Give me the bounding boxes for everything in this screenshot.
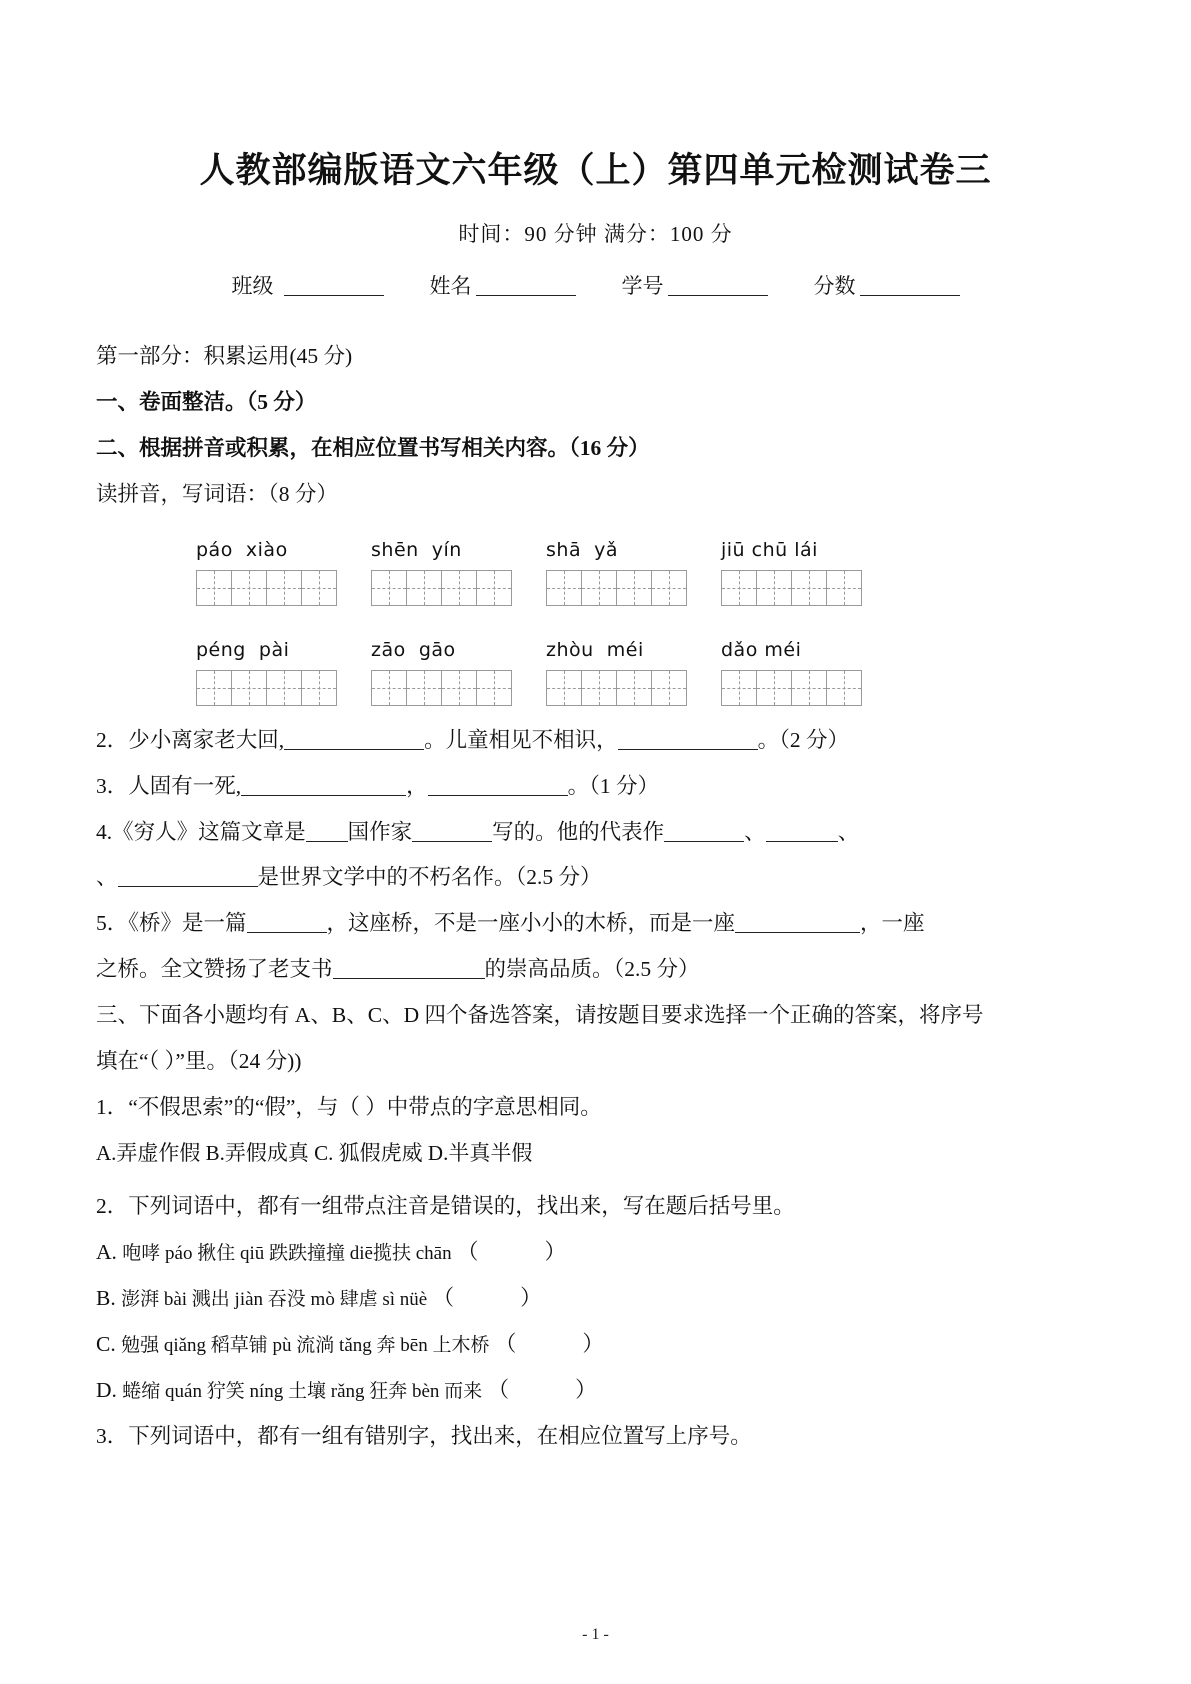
field-class (232, 270, 384, 300)
tianzige-cell[interactable] (791, 670, 827, 706)
q3-blank-1[interactable] (241, 778, 406, 796)
field-class-label: 班级 (231, 274, 274, 298)
pinyin-label: shā yǎ (546, 538, 619, 561)
answer-paren[interactable]: （ ） (494, 1331, 604, 1356)
page-footer: - 1 - (582, 1626, 609, 1643)
pinyin-row-1 (96, 532, 1095, 606)
pinyin-label: shēn yín (371, 538, 462, 561)
q1-prompt: 读拼音，写词语：（8 分） (96, 481, 338, 506)
tianzige-cell[interactable] (231, 570, 267, 606)
question-2 (96, 720, 1095, 762)
grid-spacer (96, 606, 1095, 632)
tianzige-cell[interactable] (826, 570, 862, 606)
q2-text-b: 。儿童相见不相识， (424, 727, 618, 752)
q2-blank-1[interactable] (284, 732, 424, 750)
q3-text-a: 3．人固有一死, (96, 773, 242, 798)
tianzige-cell[interactable] (476, 670, 512, 706)
page-title: 人教部编版语文六年级（上）第四单元检测试卷三 (199, 151, 992, 190)
tianzige-cell[interactable] (196, 570, 232, 606)
q4-text-b: 国作家 (347, 819, 413, 844)
tianzige-cell[interactable] (231, 670, 267, 706)
tianzige-cell[interactable] (721, 670, 757, 706)
tianzige-grid[interactable] (546, 570, 721, 606)
tianzige-cell[interactable] (651, 670, 687, 706)
option-text: 蜷缩 quán 狞笑 níng 土壤 rǎng 狂奔 bèn 而来 (122, 1380, 483, 1402)
q4-text-c: 写的。他的代表作 (492, 819, 665, 844)
tianzige-cell[interactable] (266, 670, 302, 706)
student-info-row (96, 270, 1095, 300)
q2-text-c: 。（2 分） (757, 727, 850, 752)
tianzige-grid[interactable] (721, 670, 896, 706)
pinyin-label: jiū chū lái (721, 538, 818, 561)
pinyin-label: péng pài (196, 638, 290, 661)
q5-text-e: 的崇高品质。（2.5 分） (484, 957, 700, 982)
q4-blank-4[interactable] (766, 824, 838, 842)
q2-blank-2[interactable] (618, 732, 758, 750)
question-4 (96, 812, 1095, 854)
section-one-title: 一、卷面整洁。（5 分） (96, 389, 317, 414)
q4-text-g: 是世界文学中的不朽名作。（2.5 分） (257, 865, 602, 890)
option-letter: B. (96, 1285, 116, 1310)
tianzige-grid[interactable] (371, 670, 546, 706)
tianzige-cell[interactable] (756, 670, 792, 706)
answer-paren[interactable]: （ ） (487, 1377, 597, 1402)
tianzige-cell[interactable] (546, 670, 582, 706)
tianzige-cell[interactable] (616, 670, 652, 706)
pinyin-item (196, 532, 371, 606)
tianzige-cell[interactable] (406, 570, 442, 606)
section-two-title: 二、根据拼音或积累，在相应位置书写相关内容。（16 分） (96, 435, 650, 460)
tianzige-cell[interactable] (721, 570, 757, 606)
choice-q2-stem: 2．下列词语中，都有一组带点注音是错误的，找出来，写在题后括号里。 (96, 1193, 795, 1218)
exam-meta: 时间：90 分钟 满分：100 分 (458, 222, 733, 246)
answer-paren[interactable]: （ ） (432, 1285, 542, 1310)
q3-text-c: 。（1 分） (567, 773, 660, 798)
tianzige-cell[interactable] (616, 570, 652, 606)
choice-q1-options[interactable]: A.弄虚作假 B.弄假成真 C. 狐假虎威 D.半真半假 (96, 1140, 533, 1165)
option-text: 咆哮 páo 揪住 qiū 跌跌撞撞 diē揽扶 chān (122, 1242, 452, 1264)
q4-text-f: 、 (96, 865, 118, 890)
q4-blank-5[interactable] (118, 869, 258, 887)
choice-q2-option-d[interactable] (96, 1370, 1095, 1412)
q5-text-c: ，一座 (860, 911, 925, 936)
q5-text-a: 5．《桥》是一篇 (96, 911, 247, 936)
q5-blank-3[interactable] (333, 961, 485, 979)
tianzige-cell[interactable] (196, 670, 232, 706)
tianzige-grid[interactable] (721, 570, 896, 606)
choice-q2-option-b[interactable] (96, 1278, 1095, 1320)
tianzige-grid[interactable] (546, 670, 721, 706)
tianzige-cell[interactable] (651, 570, 687, 606)
option-letter: A. (96, 1239, 117, 1264)
pinyin-item (546, 532, 721, 606)
field-student-id-label: 学号 (621, 274, 664, 298)
q4-blank-2[interactable] (412, 824, 492, 842)
q5-text-d: 之桥。全文赞扬了老支书 (96, 957, 333, 982)
tianzige-cell[interactable] (791, 570, 827, 606)
q4-blank-3[interactable] (664, 824, 744, 842)
q2-text-a: 2．少小离家老大回, (96, 727, 285, 752)
pinyin-item (371, 632, 546, 706)
tianzige-cell[interactable] (301, 570, 337, 606)
section-three-title-line1: 三、下面各小题均有 A、B、C、D 四个备选答案，请按题目要求选择一个正确的答案，将序号 (96, 1003, 984, 1028)
field-name-blank[interactable] (476, 277, 576, 296)
choice-q1-stem: 1．“不假思索”的“假”，与（ ）中带点的字意思相同。 (96, 1095, 602, 1120)
pinyin-item (721, 532, 896, 606)
q4-text-e: 、 (837, 819, 860, 844)
answer-paren[interactable]: （ ） (456, 1239, 566, 1264)
option-letter: C. (96, 1331, 116, 1356)
field-score-blank[interactable] (860, 277, 960, 296)
tianzige-cell[interactable] (826, 670, 862, 706)
tianzige-cell[interactable] (581, 570, 617, 606)
pinyin-item (546, 632, 721, 706)
pinyin-item (371, 532, 546, 606)
tianzige-grid[interactable] (196, 570, 371, 606)
pinyin-item (196, 632, 371, 706)
field-student-id (622, 270, 768, 300)
q4-blank-1[interactable] (306, 824, 348, 842)
exam-body (96, 336, 1095, 1457)
q5-blank-1[interactable] (247, 915, 327, 933)
question-5 (96, 903, 1095, 945)
option-letter: D. (96, 1377, 117, 1402)
tianzige-cell[interactable] (301, 670, 337, 706)
option-text: 勉强 qiǎng 稻草铺 pù 流淌 tǎng 奔 bēn 上木桥 (121, 1334, 490, 1356)
field-name-label: 姓名 (429, 274, 472, 298)
pinyin-label: zāo gāo (371, 638, 456, 661)
field-score (814, 270, 960, 300)
tianzige-cell[interactable] (581, 670, 617, 706)
choice-q2-option-a[interactable] (96, 1232, 1095, 1274)
choice-q2-option-c[interactable] (96, 1324, 1095, 1366)
tianzige-cell[interactable] (266, 570, 302, 606)
tianzige-cell[interactable] (756, 570, 792, 606)
question-5-cont (96, 949, 1095, 991)
tianzige-cell[interactable] (371, 670, 407, 706)
pinyin-label: dǎo méi (721, 638, 802, 661)
pinyin-label: zhòu méi (546, 638, 644, 661)
tianzige-cell[interactable] (476, 570, 512, 606)
section-three-title-line2: 填在“（ ）”里。（24 分)) (96, 1049, 302, 1074)
tianzige-cell[interactable] (441, 670, 477, 706)
part1-heading: 第一部分：积累运用(45 分) (96, 344, 353, 368)
tianzige-grid[interactable] (371, 570, 546, 606)
pinyin-label: páo xiào (196, 538, 288, 561)
tianzige-cell[interactable] (406, 670, 442, 706)
field-student-id-blank[interactable] (668, 277, 768, 296)
q4-text-d: 、 (744, 819, 766, 844)
q3-text-b: ， (406, 773, 428, 798)
tianzige-cell[interactable] (441, 570, 477, 606)
tianzige-cell[interactable] (546, 570, 582, 606)
q5-blank-2[interactable] (735, 915, 860, 933)
option-text: 澎湃 bài 溅出 jiàn 吞没 mò 肆虐 sì nüè (121, 1288, 428, 1310)
field-class-blank[interactable] (284, 277, 384, 296)
q4-text-a: 4.《穷人》这篇文章是 (96, 819, 306, 844)
field-score-label: 分数 (813, 274, 856, 298)
tianzige-cell[interactable] (371, 570, 407, 606)
q3-blank-2[interactable] (428, 778, 568, 796)
choice-q3-stem: 3．下列词语中，都有一组有错别字，找出来，在相应位置写上序号。 (96, 1423, 752, 1448)
question-3 (96, 766, 1095, 808)
field-name (430, 270, 576, 300)
pinyin-writing-grids (96, 532, 1095, 706)
q5-text-b: ，这座桥，不是一座小小的木桥，而是一座 (326, 911, 736, 936)
pinyin-row-2 (96, 632, 1095, 706)
tianzige-grid[interactable] (196, 670, 371, 706)
pinyin-item (721, 632, 896, 706)
question-4-cont (96, 857, 1095, 899)
